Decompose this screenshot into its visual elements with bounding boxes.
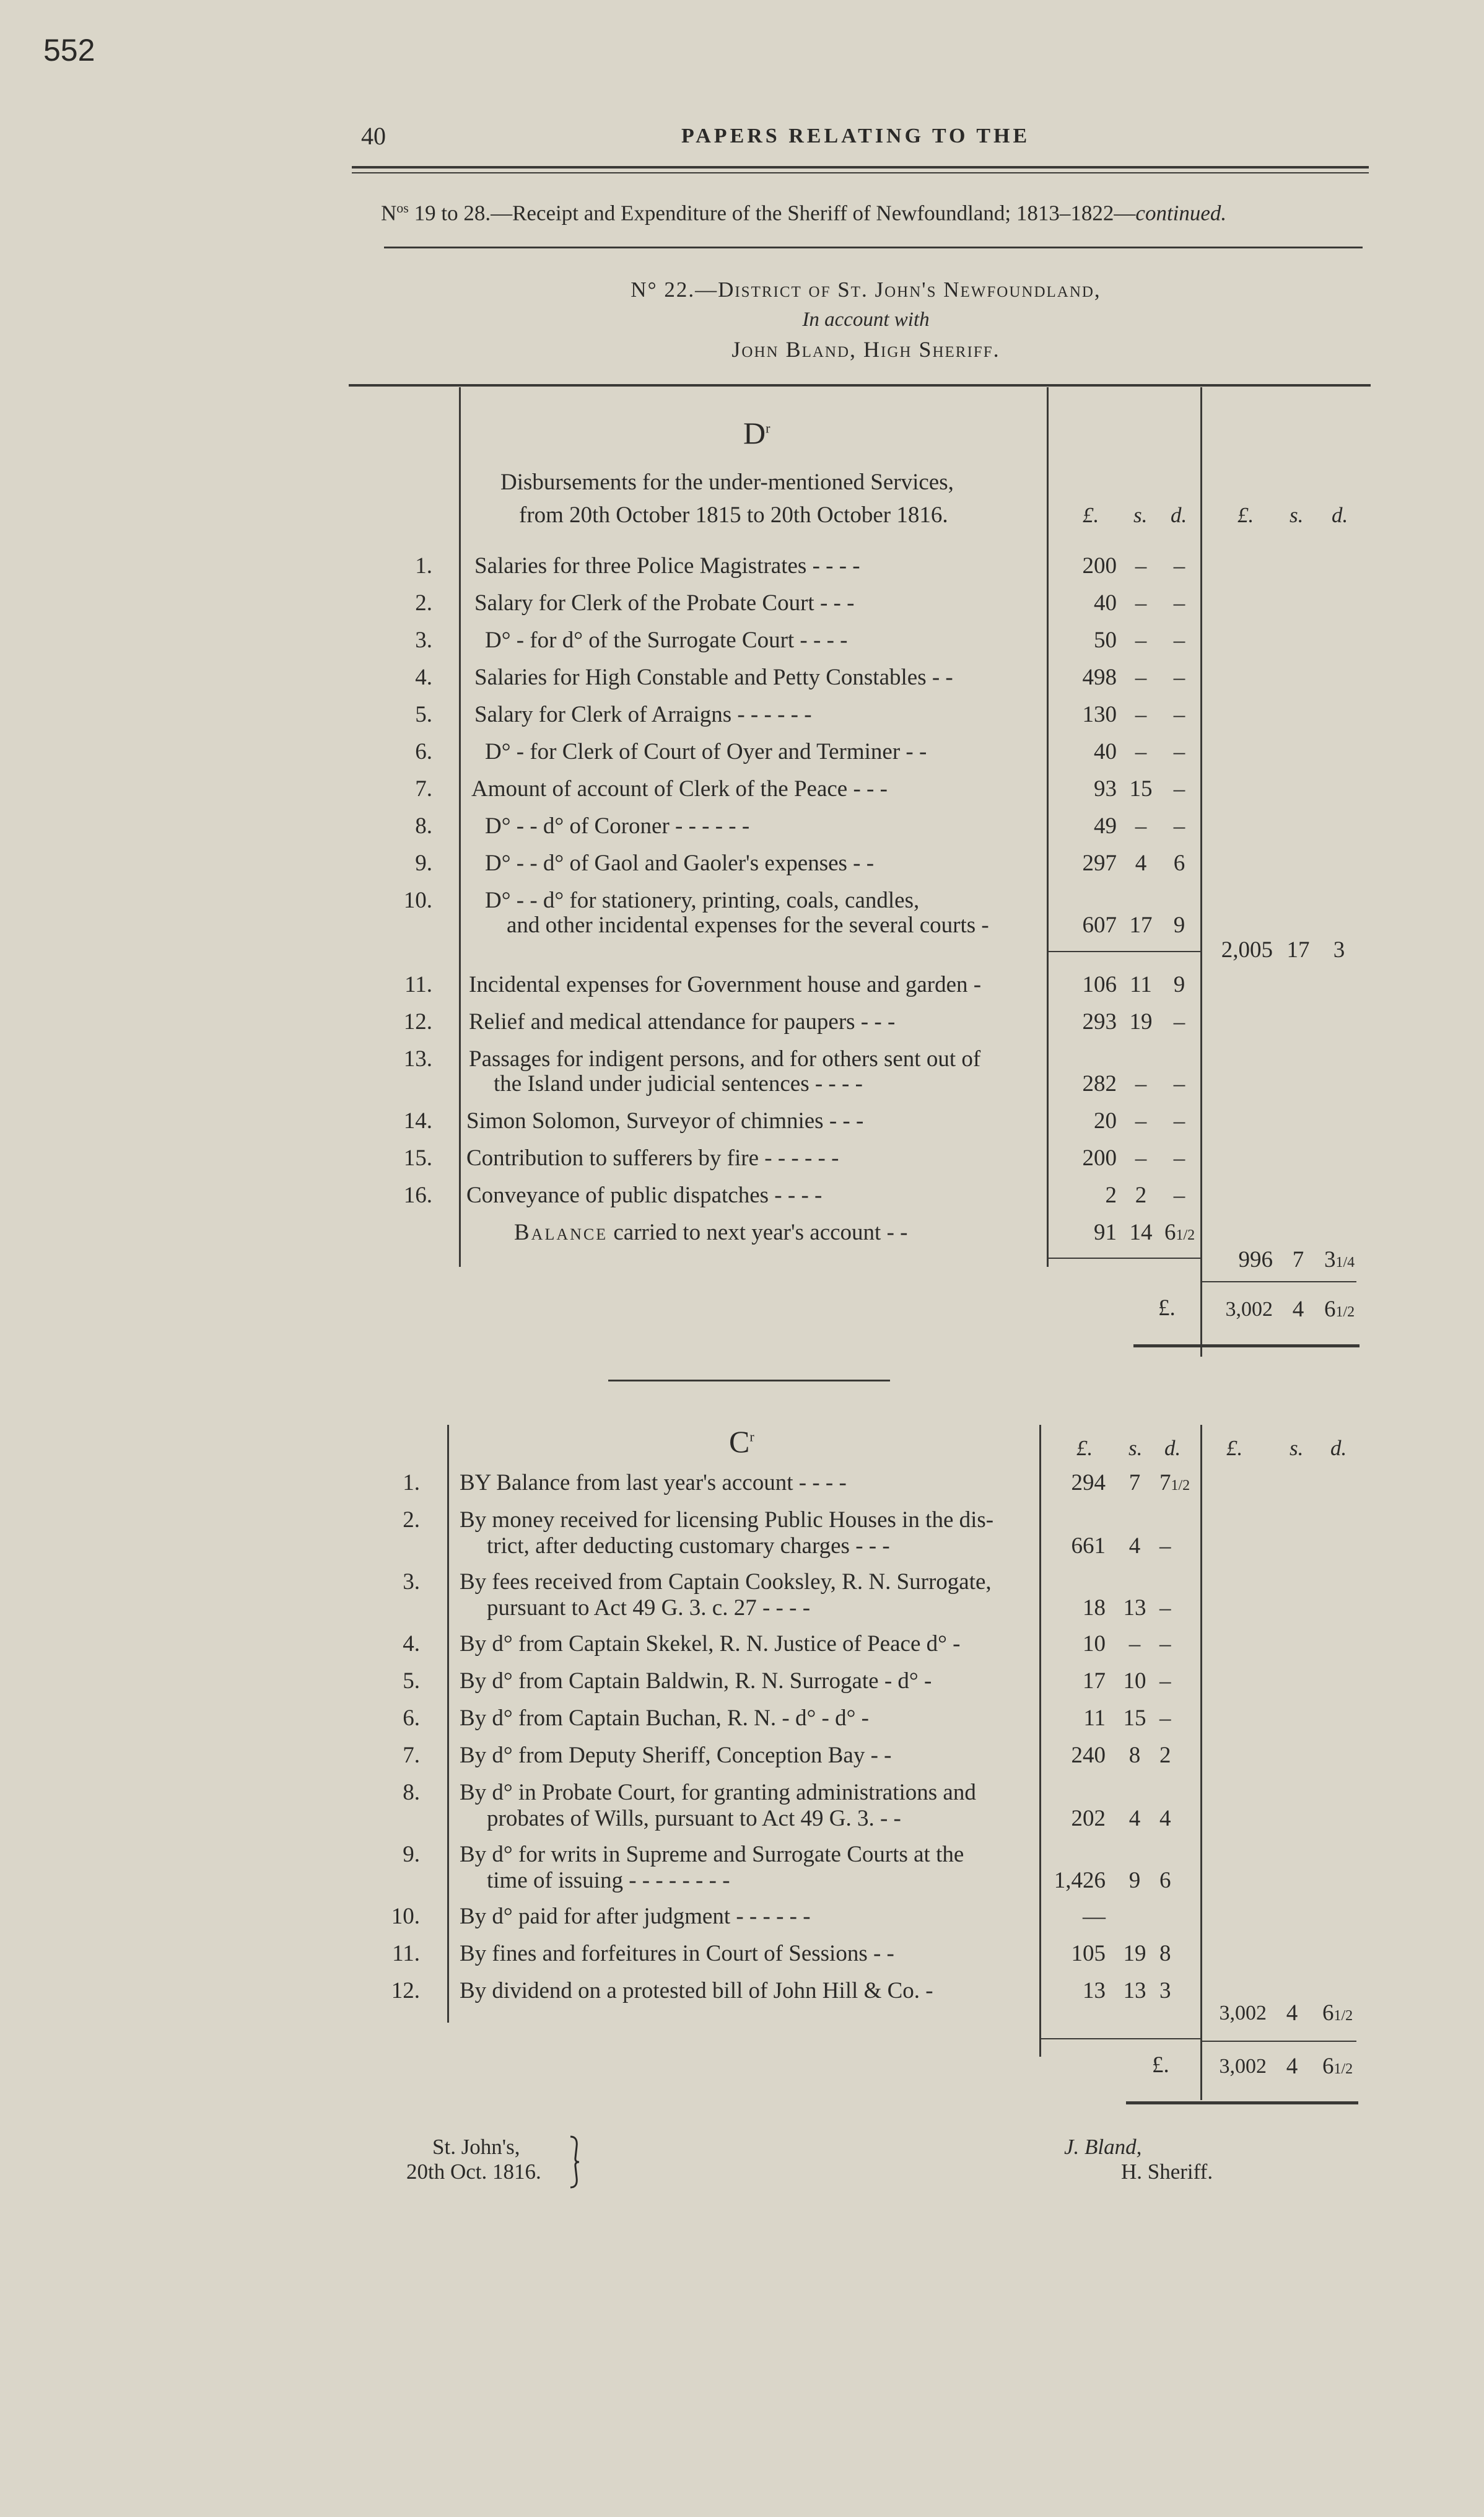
total-pounds: 3,002 [1225, 1298, 1273, 1321]
debit-total-rule [1200, 387, 1202, 1357]
debit-col-shillings-2: s. [1290, 503, 1304, 527]
row-number: 13. [403, 1046, 432, 1072]
row-pounds: 297 [1082, 851, 1117, 876]
row-description-line2: trict, after deducting customary charges - - - [487, 1533, 890, 1559]
row-description: D° - - d° of Coroner - - - - - - [485, 813, 750, 839]
row-number: 4. [415, 665, 432, 690]
credit-col-pounds-2: £. [1226, 1436, 1243, 1460]
pence-whole: 4 [1159, 1806, 1171, 1831]
total-rule-top [1202, 1281, 1356, 1282]
row-description-line1: By dividend on a protested bill of John Hill & Co. - [460, 1978, 933, 2003]
row-pounds: 498 [1082, 665, 1117, 690]
row-pence [1159, 1469, 1197, 1499]
row-pence [1159, 1940, 1197, 1970]
caption-prefix: N [381, 201, 397, 225]
caption-rule [384, 247, 1363, 248]
row-description: Salary for Clerk of Arraigns - - - - - - [474, 702, 812, 727]
row-description: Incidental expenses for Government house and garden - [469, 972, 982, 997]
row-shillings: 14 [1129, 1220, 1153, 1245]
row-description-line1: By d° for writs in Supreme and Surrogate Courts at the [460, 1842, 964, 1867]
row-pounds: 17 [1083, 1668, 1106, 1694]
row-number: 7. [415, 776, 432, 802]
row-pounds: 282 [1082, 1071, 1117, 1097]
total-rule-bottom [1133, 1344, 1360, 1347]
row-number: 4. [403, 1631, 420, 1657]
row-pounds: 1,426 [1054, 1868, 1106, 1893]
footer-date: 20th Oct. 1816. [406, 2160, 541, 2184]
row-description-line1: Passages for indigent persons, and for others sent out of [469, 1046, 981, 1072]
debit-amount-rule [1047, 387, 1049, 1267]
credit-col-shillings: s. [1128, 1436, 1143, 1460]
row-pence: 61/2 [1164, 1220, 1195, 1245]
row-number: 10. [403, 888, 432, 913]
pence-whole: 8 [1159, 1941, 1171, 1966]
row-pounds: — [1083, 1904, 1106, 1929]
credit-subtotal-rule [1041, 2038, 1200, 2039]
row-pence: – [1173, 553, 1185, 579]
debit-col-pence: d. [1171, 503, 1187, 527]
row-description-line1: By fines and forfeitures in Court of Sessions - - [460, 1941, 894, 1966]
row-description-line1: BY Balance from last year's account - - - - [460, 1470, 847, 1495]
row-pence: 6 [1173, 851, 1185, 876]
row-shillings: 15 [1123, 1705, 1146, 1731]
row-description: D° - for d° of the Surrogate Court - - - - [485, 628, 848, 653]
pence-whole: – [1159, 1533, 1171, 1559]
row-pence: – [1173, 1183, 1185, 1208]
row-description-line1: By d° paid for after judgment - - - - - - [460, 1904, 811, 1929]
row-shillings: 19 [1123, 1941, 1146, 1966]
row-pence: – [1173, 776, 1185, 802]
pence-whole: – [1159, 1595, 1171, 1621]
row-pence: – [1173, 590, 1185, 616]
row-shillings: – [1135, 590, 1147, 616]
row-shillings: 15 [1129, 776, 1153, 802]
pence-whole: 3 [1159, 1978, 1171, 2003]
row-number: 10. [391, 1904, 420, 1929]
balance-label-rest: carried to next year's account - - [608, 1220, 908, 1245]
row-number: 12. [403, 1009, 432, 1035]
row-number: 2. [403, 1507, 420, 1533]
row-shillings: 17 [1129, 913, 1153, 938]
table-caption [381, 200, 1226, 226]
row-shillings: 8 [1128, 1743, 1141, 1768]
credit-total-rule-top [1202, 2041, 1356, 2042]
row-shillings: 4 [1135, 851, 1147, 876]
row-pence [1159, 1533, 1197, 1562]
row-pounds: 240 [1071, 1743, 1106, 1768]
row-pence: – [1173, 1145, 1185, 1171]
balance-description [514, 1219, 907, 1246]
debit-col-pounds: £. [1083, 503, 1099, 527]
row-description-line1: By d° from Captain Buchan, R. N. - d° - d° - [460, 1705, 869, 1731]
pence-fraction: 1/2 [1171, 1477, 1190, 1494]
row-pounds: 40 [1094, 739, 1117, 764]
row-number: 9. [403, 1842, 420, 1867]
total-currency: £. [1152, 2052, 1169, 2078]
row-description-line1: D° - - d° for stationery, printing, coals, candles, [485, 888, 920, 913]
row-pence: – [1173, 1071, 1185, 1097]
row-pounds: 105 [1071, 1941, 1106, 1966]
row-shillings: – [1135, 813, 1147, 839]
caption-sup: os [396, 200, 409, 216]
total-pence: 61/2 [1324, 1297, 1355, 1322]
credit-col-pounds: £. [1076, 1436, 1093, 1460]
row-number: 1. [415, 553, 432, 579]
running-page-number: 40 [361, 122, 386, 150]
row-shillings: – [1135, 1071, 1147, 1097]
row-pounds: 661 [1071, 1533, 1106, 1559]
row-number: 3. [403, 1569, 420, 1595]
row-shillings: 19 [1129, 1009, 1153, 1035]
subtotal-pence: 3 [1333, 937, 1345, 963]
row-description-line2: and other incidental expenses for the several courts - [507, 913, 989, 938]
row-pence [1159, 1595, 1197, 1624]
row-number: 8. [415, 813, 432, 839]
account-in-with: In account with [802, 309, 930, 331]
row-shillings: 13 [1123, 1595, 1146, 1621]
row-number: 12. [391, 1978, 420, 2003]
row-description: D° - - d° of Gaol and Gaoler's expenses - - [485, 851, 875, 876]
row-pounds: 18 [1083, 1595, 1106, 1621]
row-description-line1: By d° from Deputy Sheriff, Conception Bay - - [460, 1743, 892, 1768]
row-description-line1: By money received for licensing Public Houses in the dis- [460, 1507, 994, 1533]
row-pounds: 106 [1082, 972, 1117, 997]
row-pounds: 91 [1094, 1220, 1117, 1245]
debit-col-pounds-2: £. [1237, 503, 1254, 527]
row-shillings: – [1135, 1108, 1147, 1134]
row-pence: – [1173, 1108, 1185, 1134]
row-shillings: – [1128, 1631, 1141, 1657]
row-number: 8. [403, 1780, 420, 1805]
row-shillings: – [1135, 628, 1147, 653]
row-pounds: 200 [1082, 1145, 1117, 1171]
debit-header-line2: from 20th October 1815 to 20th October 1816. [519, 502, 948, 528]
row-shillings: 4 [1128, 1533, 1141, 1559]
row-number: 9. [415, 851, 432, 876]
row-pounds: 93 [1094, 776, 1117, 802]
row-description: Salary for Clerk of the Probate Court - - - [474, 590, 855, 616]
row-description-line1: By d° from Captain Baldwin, R. N. Surrogate - d° - [460, 1668, 932, 1694]
row-shillings: – [1135, 553, 1147, 579]
row-number: 11. [404, 972, 432, 997]
row-shillings: 11 [1130, 972, 1152, 997]
row-pence [1159, 1977, 1197, 2007]
page-folio: 552 [43, 33, 95, 68]
subtotal-pounds: 3,002 [1219, 2002, 1267, 2025]
row-pounds: 202 [1071, 1806, 1106, 1831]
row-description-line2: the Island under judicial sentences - - - - [494, 1071, 863, 1097]
row-number: 6. [415, 739, 432, 764]
footer-brace [567, 2134, 585, 2190]
subtotal-pence: 31/4 [1324, 1247, 1355, 1272]
header-rule-top-thin [352, 172, 1369, 173]
row-shillings: 10 [1123, 1668, 1146, 1694]
row-number: 2. [415, 590, 432, 616]
subtotal-pounds: 2,005 [1221, 937, 1273, 963]
row-number: 11. [392, 1941, 420, 1966]
row-shillings: 9 [1128, 1868, 1141, 1893]
row-pounds: 13 [1083, 1978, 1106, 2003]
credit-total-rule [1200, 1425, 1202, 2100]
credit-col-pence: d. [1164, 1436, 1181, 1460]
pence-whole: – [1159, 1668, 1171, 1694]
row-pence: – [1173, 665, 1185, 690]
row-number: 5. [403, 1668, 420, 1694]
subtotal-rule-1 [1048, 951, 1200, 952]
row-pence: – [1173, 628, 1185, 653]
row-description: Amount of account of Clerk of the Peace - - - [471, 776, 888, 802]
pence-whole: – [1159, 1631, 1171, 1657]
footer-place: St. John's, [432, 2135, 520, 2159]
total-shillings: 4 [1292, 1297, 1304, 1322]
row-pence [1159, 1742, 1197, 1772]
row-pence [1159, 1631, 1197, 1660]
row-number: 14. [403, 1108, 432, 1134]
row-description-line1: By fees received from Captain Cooksley, R. N. Surrogate, [460, 1569, 992, 1595]
total-pence: 61/2 [1322, 2054, 1353, 2079]
credit-col-pence-2: d. [1330, 1436, 1347, 1460]
footer-title: H. Sheriff. [1121, 2160, 1213, 2184]
row-pence [1159, 1668, 1197, 1697]
caption-main: 19 to 28.—Receipt and Expenditure of the Sheriff of Newfoundland; 1813–1822— [408, 201, 1136, 225]
row-description-line2: probates of Wills, pursuant to Act 49 G. 3. - - [487, 1806, 901, 1831]
running-title: PAPERS RELATING TO THE [681, 125, 1031, 147]
row-description-line2: pursuant to Act 49 G. 3. c. 27 - - - - [487, 1595, 811, 1621]
row-pounds: 50 [1094, 628, 1117, 653]
row-number: 6. [403, 1705, 420, 1731]
debit-label: $D^r$ [743, 416, 770, 450]
row-description: D° - for Clerk of Court of Oyer and Terminer - - [485, 739, 927, 764]
row-shillings: – [1135, 739, 1147, 764]
debit-table-top-rule [349, 384, 1371, 387]
row-pence: – [1173, 702, 1185, 727]
footer-signature: J. Bland, [1064, 2135, 1142, 2159]
debit-col-pence-2: d. [1332, 503, 1348, 527]
account-subtitle: N° 22.—District of St. John's Newfoundland, [631, 278, 1101, 302]
pence-whole: 7 [1159, 1470, 1171, 1495]
credit-col-shillings-2: s. [1290, 1436, 1304, 1460]
row-number: 15. [403, 1145, 432, 1171]
subtotal-shillings: 4 [1286, 2000, 1298, 2026]
row-pounds: 11 [1083, 1705, 1106, 1731]
row-number: 5. [415, 702, 432, 727]
row-pounds: 607 [1082, 913, 1117, 938]
row-number: 16. [403, 1183, 432, 1208]
account-person: John Bland, High Sheriff. [731, 337, 1000, 362]
row-pounds: 10 [1083, 1631, 1106, 1657]
row-pounds: 49 [1094, 813, 1117, 839]
pence-whole: 6 [1159, 1868, 1171, 1893]
total-pounds: 3,002 [1219, 2055, 1267, 2078]
row-shillings: – [1135, 1145, 1147, 1171]
subtotal-pence: 61/2 [1322, 2000, 1353, 2026]
row-shillings: – [1135, 702, 1147, 727]
row-shillings: 4 [1128, 1806, 1141, 1831]
row-description: Contribution to sufferers by fire - - - - - - [466, 1145, 839, 1171]
row-number: 3. [415, 628, 432, 653]
credit-left-rule [447, 1425, 449, 2023]
pence-whole: 2 [1159, 1743, 1171, 1768]
row-description-line1: By d° from Captain Skekel, R. N. Justice of Peace d° - [460, 1631, 961, 1657]
section-divider [608, 1380, 890, 1381]
debit-col-shillings: s. [1133, 503, 1148, 527]
row-pence [1159, 1867, 1197, 1897]
row-shillings: 7 [1128, 1470, 1141, 1495]
row-pounds: 40 [1094, 590, 1117, 616]
total-currency: £. [1158, 1295, 1176, 1321]
row-pounds: 130 [1082, 702, 1117, 727]
pence-whole: – [1159, 1705, 1171, 1731]
row-pence: – [1173, 739, 1185, 764]
total-shillings: 4 [1286, 2054, 1298, 2079]
row-description: Conveyance of public dispatches - - - - [466, 1183, 823, 1208]
row-pounds: 294 [1071, 1470, 1106, 1495]
row-shillings: – [1135, 665, 1147, 690]
row-number: 7. [403, 1743, 420, 1768]
row-pence [1159, 1705, 1197, 1735]
row-pence: – [1173, 813, 1185, 839]
caption-continued: continued. [1135, 201, 1227, 225]
row-description: Relief and medical attendance for paupers - - - [469, 1009, 896, 1035]
row-pence [1159, 1805, 1197, 1835]
row-number: 1. [403, 1470, 420, 1495]
row-description: Salaries for three Police Magistrates - - - - [474, 553, 860, 579]
subtotal-rule-2 [1048, 1258, 1200, 1259]
row-description: Salaries for High Constable and Petty Constables - - [474, 665, 953, 690]
row-description: Simon Solomon, Surveyor of chimnies - - - [466, 1108, 864, 1134]
row-pounds: 20 [1094, 1108, 1117, 1134]
row-pence: 9 [1173, 972, 1185, 997]
row-pounds: 2 [1105, 1183, 1117, 1208]
row-shillings: 2 [1135, 1183, 1147, 1208]
row-shillings: 13 [1123, 1978, 1146, 2003]
credit-total-rule-bottom [1126, 2101, 1358, 2104]
subtotal-shillings: 17 [1286, 937, 1310, 963]
row-pounds: 200 [1082, 553, 1117, 579]
row-pounds: 293 [1082, 1009, 1117, 1035]
row-pence: – [1173, 1009, 1185, 1035]
credit-label: $C^r$ [729, 1424, 754, 1459]
header-rule-top [352, 166, 1369, 169]
row-pence: 9 [1173, 913, 1185, 938]
debit-header-line1: Disbursements for the under-mentioned Services, [500, 470, 954, 495]
subtotal-shillings: 7 [1292, 1247, 1304, 1272]
subtotal-pounds: 996 [1238, 1247, 1273, 1272]
balance-label: Balance [514, 1220, 608, 1245]
row-description-line1: By d° in Probate Court, for granting administrations and [460, 1780, 976, 1805]
row-description-line2: time of issuing - - - - - - - - [487, 1868, 730, 1893]
debit-left-rule [459, 387, 461, 1267]
